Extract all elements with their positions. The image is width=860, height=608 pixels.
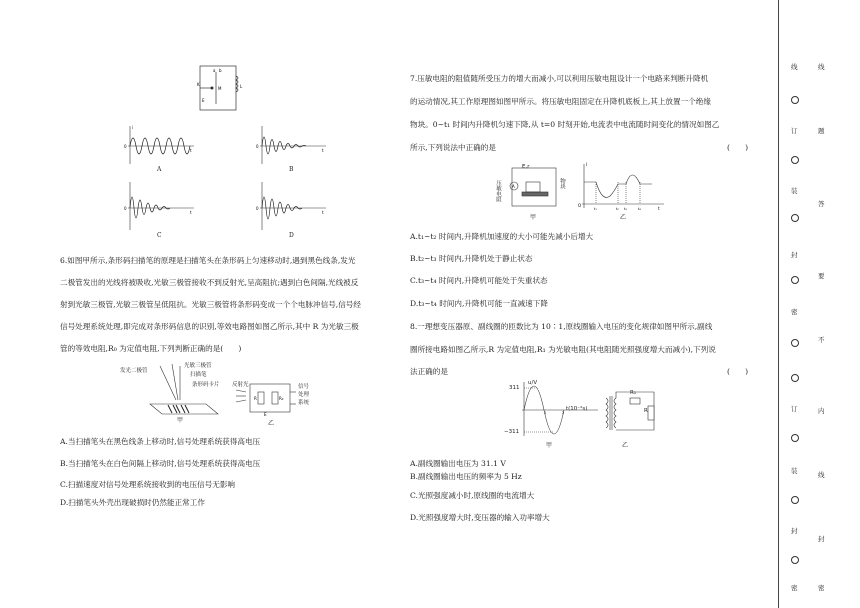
q8-answer-bracket: ( )	[727, 367, 749, 376]
q8-trough-label: −311	[504, 429, 520, 435]
binding-inner-char: 密	[791, 308, 798, 316]
q6-signal-label: 信号	[298, 384, 310, 390]
q8-line-3: 法正确的是	[410, 367, 448, 376]
q8-r-label: R	[644, 408, 648, 414]
binding-hole	[791, 496, 799, 504]
q7-option-a: A.t₁~t₂ 时间内,升降机加速度的大小可能先减小后增大	[410, 232, 594, 241]
q5-caption-a: A	[157, 166, 162, 173]
q5-caption-c: C	[157, 232, 162, 239]
q6-line-2: 二极管发出的光线将被吸收,光敏三极管接收不到反射光,呈高阻抗;遇到白色间隔,光线被反	[60, 278, 359, 287]
q7-er-label: E,r	[522, 164, 530, 170]
svg-text:L: L	[240, 84, 243, 89]
q6-figure-jia	[120, 360, 230, 422]
binding-inner-char: 装	[791, 467, 798, 475]
q7-line-2: 的运动情况,其工作原理图如图甲所示。将压敏电阻固定在升降机底板上,其上放置一个绝缘	[410, 97, 711, 106]
q7-line-3: 物块。0~t₁ 时间内升降机匀速下降,从 t=0 时刻开始,电流表中电流随时间变化的情况如图乙	[410, 120, 720, 129]
q6-fig-yi-caption: 乙	[268, 420, 275, 427]
svg-text:t₃: t₃	[624, 207, 627, 211]
svg-text:t₄: t₄	[638, 207, 641, 211]
q8-option-c: C.光照强度减小时,原线圈的电流增大	[410, 491, 535, 500]
q6-line-4: 信号处理系统处理,即完成对条形码信息的识别,等效电路图如图乙所示,其中 R 为光敏三极	[60, 322, 359, 331]
q6-led-label: 发光二极管	[120, 368, 148, 374]
binding-hole	[791, 276, 799, 284]
binding-char: 密	[818, 584, 825, 592]
q8-option-d: D.光照强度增大时,变压器的输入功率增大	[410, 513, 550, 522]
binding-hole	[791, 96, 799, 104]
q5-graph-c	[124, 180, 196, 232]
svg-text:a: a	[213, 68, 216, 73]
q8-peak-label: 311	[509, 385, 520, 391]
binding-inner-char: 封	[791, 527, 798, 535]
svg-text:t: t	[322, 148, 324, 153]
binding-inner-char: 装	[791, 187, 798, 195]
q6-option-b: B.当扫描笔头在白色间隔上移动时,信号处理系统获得高电压	[60, 459, 261, 468]
q8-line-2: 圈所接电路如图乙所示,R 为定值电阻,R₁ 为光敏电阻(其电阻随光照强度增大而减小),下列说	[410, 345, 716, 354]
q7-option-d: D.t₃~t₄ 时间内,升降机可能一直减速下降	[410, 299, 548, 308]
binding-hole	[791, 214, 799, 222]
svg-text:t: t	[322, 210, 324, 215]
binding-char: 线	[818, 63, 825, 71]
q7-line-1: 7.压敏电阻的阻值随所受压力的增大而减小,可以利用压敏电阻设计一个电路来判断升降机	[410, 74, 709, 83]
q6-line-1: 6.如图甲所示,条形码扫描笔的原理是扫描笔头在条形码上匀速移动时,遇到黑色线条,发光	[60, 256, 356, 265]
binding-divider	[778, 0, 779, 608]
binding-hole	[791, 556, 799, 564]
svg-text:t₂: t₂	[616, 207, 619, 211]
q6-system-label: 系统	[298, 400, 310, 406]
q7-option-c: C.t₃~t₄ 时间内,升降机可能处于失重状态	[410, 276, 548, 285]
binding-char: 要	[818, 272, 825, 280]
svg-text:t: t	[190, 210, 192, 215]
q5-graph-d	[256, 180, 328, 232]
svg-text:0: 0	[256, 206, 259, 211]
svg-text:K: K	[197, 82, 200, 87]
q8-u-axis-label: u/V	[528, 380, 538, 386]
q7-answer-bracket: ( )	[727, 143, 749, 152]
q6-barcode-label: 条形码卡片	[192, 382, 220, 388]
q7-line-4: 所示,下列说法中正确的是	[410, 143, 496, 152]
svg-text:O: O	[578, 203, 582, 208]
q5-circuit-figure	[188, 60, 250, 116]
binding-hole	[791, 434, 799, 442]
q6-process-label: 处理	[298, 392, 310, 398]
q7-option-b: B.t₂~t₃ 时间内,升降机处于静止状态	[410, 254, 533, 263]
q5-graph-a	[124, 124, 196, 166]
svg-text:I: I	[586, 162, 588, 167]
binding-inner-char: 线	[791, 63, 798, 71]
svg-text:b: b	[219, 68, 222, 73]
q6-line-5: 管的等效电阻,R₀ 为定值电阻,下列判断正确的是( )	[60, 344, 242, 353]
q5-caption-d: D	[289, 232, 294, 239]
svg-text:R: R	[254, 396, 257, 401]
svg-text:2: 2	[562, 411, 565, 415]
binding-inner-char: 订	[791, 405, 798, 413]
svg-text:M: M	[218, 86, 222, 91]
q7-fig-jia-caption: 甲	[530, 214, 537, 221]
q7-figure-jia	[495, 162, 570, 222]
q6-option-c: C.扫描速度对信号处理系统接收到的电压信号无影响	[60, 480, 236, 489]
svg-text:0: 0	[256, 144, 259, 149]
binding-char: 答	[818, 200, 825, 208]
binding-char: 封	[818, 535, 825, 543]
binding-char: 题	[818, 127, 825, 135]
q6-reflect-label: 反射光	[232, 382, 249, 388]
binding-hole	[791, 339, 799, 347]
svg-text:i: i	[132, 125, 134, 130]
svg-text:t: t	[658, 206, 660, 211]
binding-margin	[790, 0, 830, 608]
q8-option-a: A.副线圈输出电压为 31.1 V	[410, 459, 506, 468]
q8-r1-label: R₁	[630, 390, 637, 396]
svg-text:0: 0	[124, 206, 127, 211]
svg-text:A: A	[512, 184, 515, 189]
q5-graph-b	[256, 124, 328, 166]
q7-fig-yi-caption: 乙	[620, 214, 627, 221]
q8-fig-yi-caption: 乙	[622, 442, 629, 449]
binding-char: 线	[818, 471, 825, 479]
q6-option-d: D.扫描笔头外壳出现破损时仍然能正常工作	[60, 498, 205, 507]
q7-pressure-label: 压敏电阻	[495, 180, 501, 202]
q7-block-label: 物块	[559, 178, 565, 189]
binding-char: 不	[818, 336, 825, 344]
q6-fig-jia-caption: 甲	[177, 417, 184, 424]
svg-text:t: t	[190, 148, 192, 153]
q8-line-1: 8.一理想变压器原、副线圈的匝数比为 10∶1,原线圈输入电压的变化规律如图甲所示,副线	[410, 322, 713, 331]
svg-text:E: E	[202, 98, 205, 103]
binding-inner-char: 封	[791, 251, 798, 259]
q8-option-b: B.副线圈输出电压的频率为 5 Hz	[410, 472, 522, 481]
binding-hole	[791, 374, 799, 382]
q6-phototransistor-label: 光敏三极管	[184, 363, 212, 369]
q6-option-a: A.当扫描笔头在黑色线条上移动时,信号处理系统获得高电压	[60, 437, 261, 446]
q6-line-3: 射到光敏三极管,光敏三极管呈低阻抗。光敏三极管将条形码变成一个个电脉冲信号,信号经	[60, 300, 361, 309]
svg-text:1: 1	[544, 411, 547, 415]
binding-char: 内	[818, 407, 825, 415]
svg-text:t₁: t₁	[594, 207, 597, 211]
binding-inner-char: 密	[791, 584, 798, 592]
svg-text:0: 0	[124, 144, 127, 149]
q8-fig-jia-caption: 甲	[546, 442, 553, 449]
q8-t-axis-label: t(10⁻²s)	[566, 406, 588, 412]
q8-figure-jia	[504, 380, 600, 452]
q7-figure-yi-graph	[576, 160, 666, 212]
binding-hole	[791, 156, 799, 164]
q6-pen-label: 扫描笔	[190, 372, 207, 378]
q8-figure-yi	[596, 386, 660, 452]
binding-inner-char: 订	[791, 127, 798, 135]
svg-text:E: E	[264, 412, 267, 417]
q6-figure-yi	[232, 380, 332, 427]
q5-caption-b: B	[289, 166, 294, 173]
svg-text:R₀: R₀	[279, 396, 284, 401]
